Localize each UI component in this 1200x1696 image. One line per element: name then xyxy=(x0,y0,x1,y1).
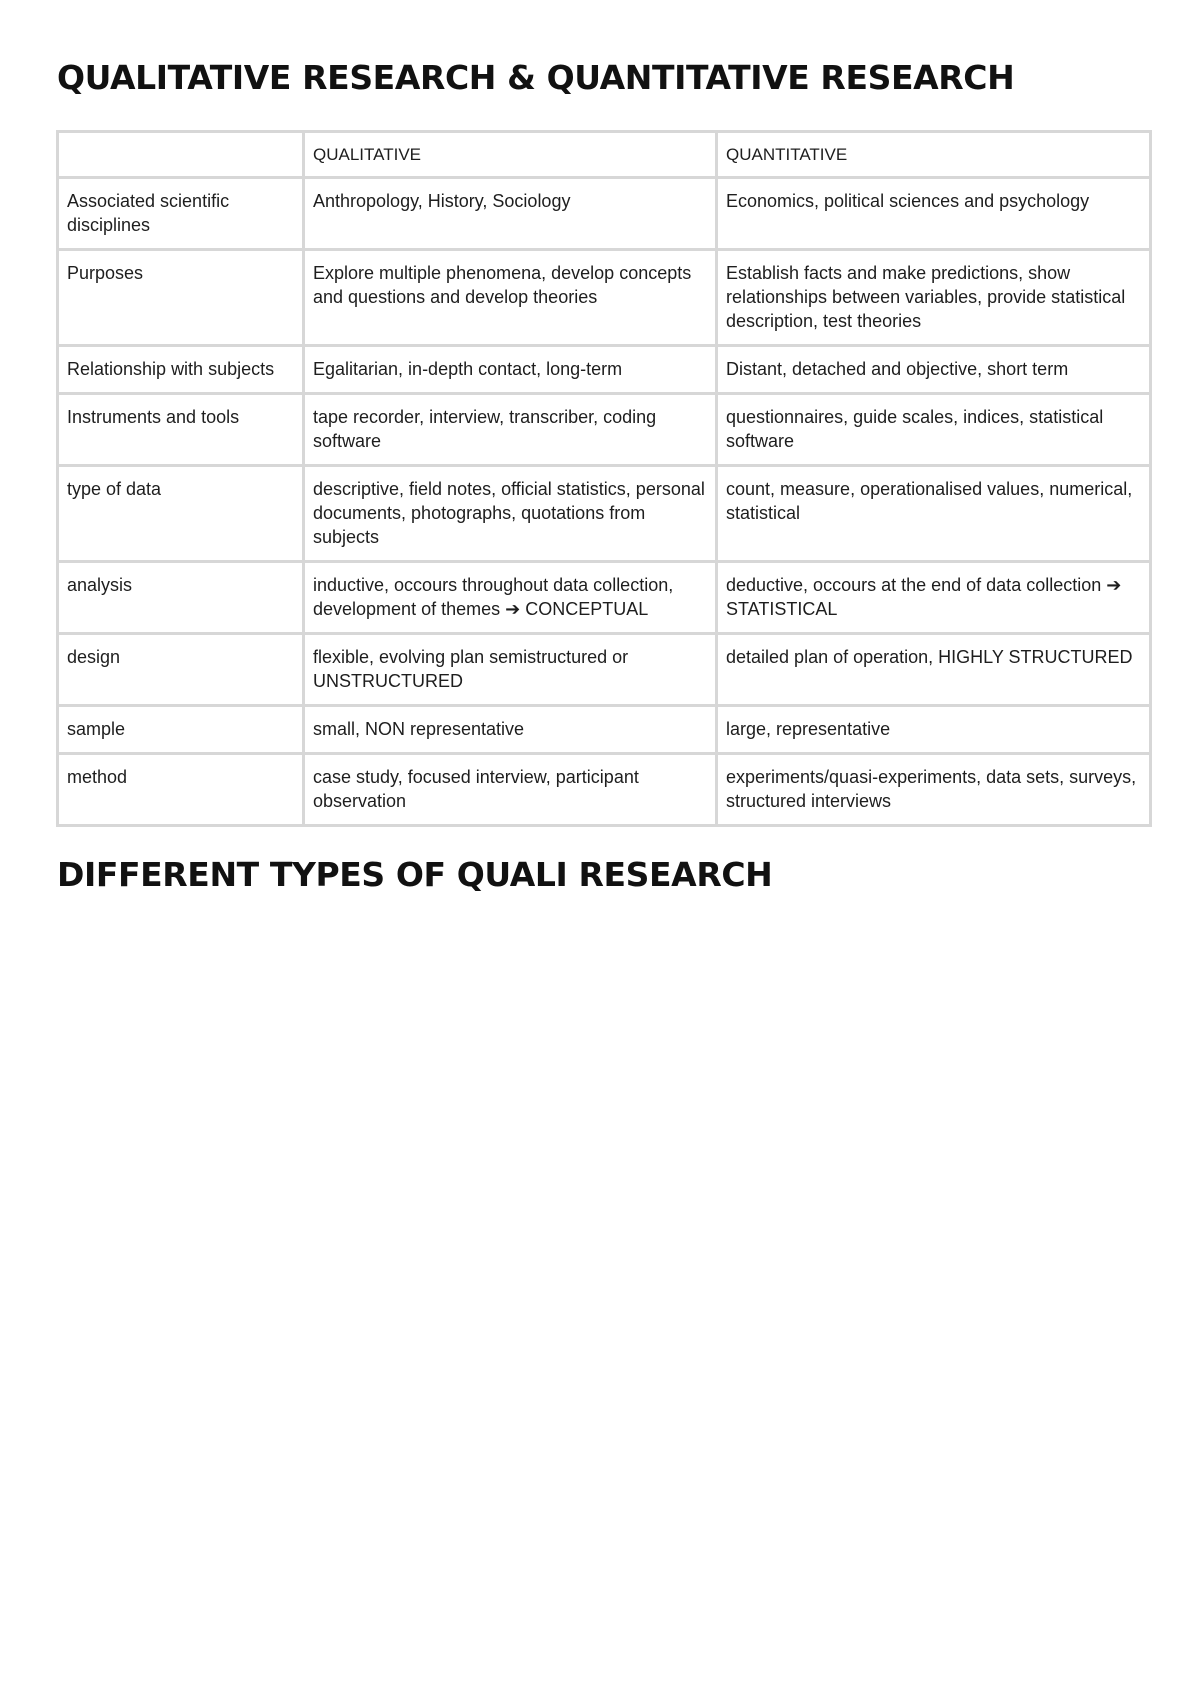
row-label: Relationship with subjects xyxy=(58,346,304,394)
row-label: method xyxy=(58,754,304,826)
quantitative-cell: Distant, detached and objective, short term xyxy=(717,346,1151,394)
quantitative-cell: deductive, occours at the end of data collection ➔ STATISTICAL xyxy=(717,562,1151,634)
header-cell-quantitative: QUANTITATIVE xyxy=(717,132,1151,178)
row-label: sample xyxy=(58,706,304,754)
header-cell-qualitative: QUALITATIVE xyxy=(304,132,717,178)
quantitative-cell: experiments/quasi-experiments, data sets, surveys, structured interviews xyxy=(717,754,1151,826)
header-cell-empty xyxy=(58,132,304,178)
row-label: Instruments and tools xyxy=(58,394,304,466)
qualitative-cell: case study, focused interview, participant observation xyxy=(304,754,717,826)
qualitative-cell: descriptive, field notes, official statistics, personal documents, photographs, quotations from subjects xyxy=(304,466,717,562)
page-title: QUALITATIVE RESEARCH & QUANTITATIVE RESEARCH xyxy=(57,58,1015,97)
table-row xyxy=(58,178,1151,250)
quantitative-cell: count, measure, operationalised values, numerical, statistical xyxy=(717,466,1151,562)
table-row xyxy=(58,562,1151,634)
quantitative-cell: questionnaires, guide scales, indices, statistical software xyxy=(717,394,1151,466)
qualitative-cell: small, NON representative xyxy=(304,706,717,754)
table-row xyxy=(58,706,1151,754)
qualitative-cell: inductive, occours throughout data collection, development of themes ➔ CONCEPTUAL xyxy=(304,562,717,634)
table-row xyxy=(58,394,1151,466)
qualitative-cell: flexible, evolving plan semistructured or UNSTRUCTURED xyxy=(304,634,717,706)
comparison-table xyxy=(56,130,1152,827)
qualitative-cell: Egalitarian, in-depth contact, long-term xyxy=(304,346,717,394)
row-label: design xyxy=(58,634,304,706)
qualitative-cell: Anthropology, History, Sociology xyxy=(304,178,717,250)
row-label: Purposes xyxy=(58,250,304,346)
table-row xyxy=(58,754,1151,826)
row-label: analysis xyxy=(58,562,304,634)
quantitative-cell: Economics, political sciences and psychology xyxy=(717,178,1151,250)
table-row xyxy=(58,634,1151,706)
qualitative-cell: tape recorder, interview, transcriber, coding software xyxy=(304,394,717,466)
table-row xyxy=(58,466,1151,562)
row-label: type of data xyxy=(58,466,304,562)
qualitative-cell: Explore multiple phenomena, develop concepts and questions and develop theories xyxy=(304,250,717,346)
table-body xyxy=(58,132,1151,826)
quantitative-cell: Establish facts and make predictions, show relationships between variables, provide statistical description, test theories xyxy=(717,250,1151,346)
quantitative-cell: large, representative xyxy=(717,706,1151,754)
table-row xyxy=(58,346,1151,394)
quantitative-cell: detailed plan of operation, HIGHLY STRUCTURED xyxy=(717,634,1151,706)
section-title-quali-types: DIFFERENT TYPES OF QUALI RESEARCH xyxy=(57,855,773,894)
table-row xyxy=(58,250,1151,346)
row-label: Associated scientific disciplines xyxy=(58,178,304,250)
table-header-row xyxy=(58,132,1151,178)
